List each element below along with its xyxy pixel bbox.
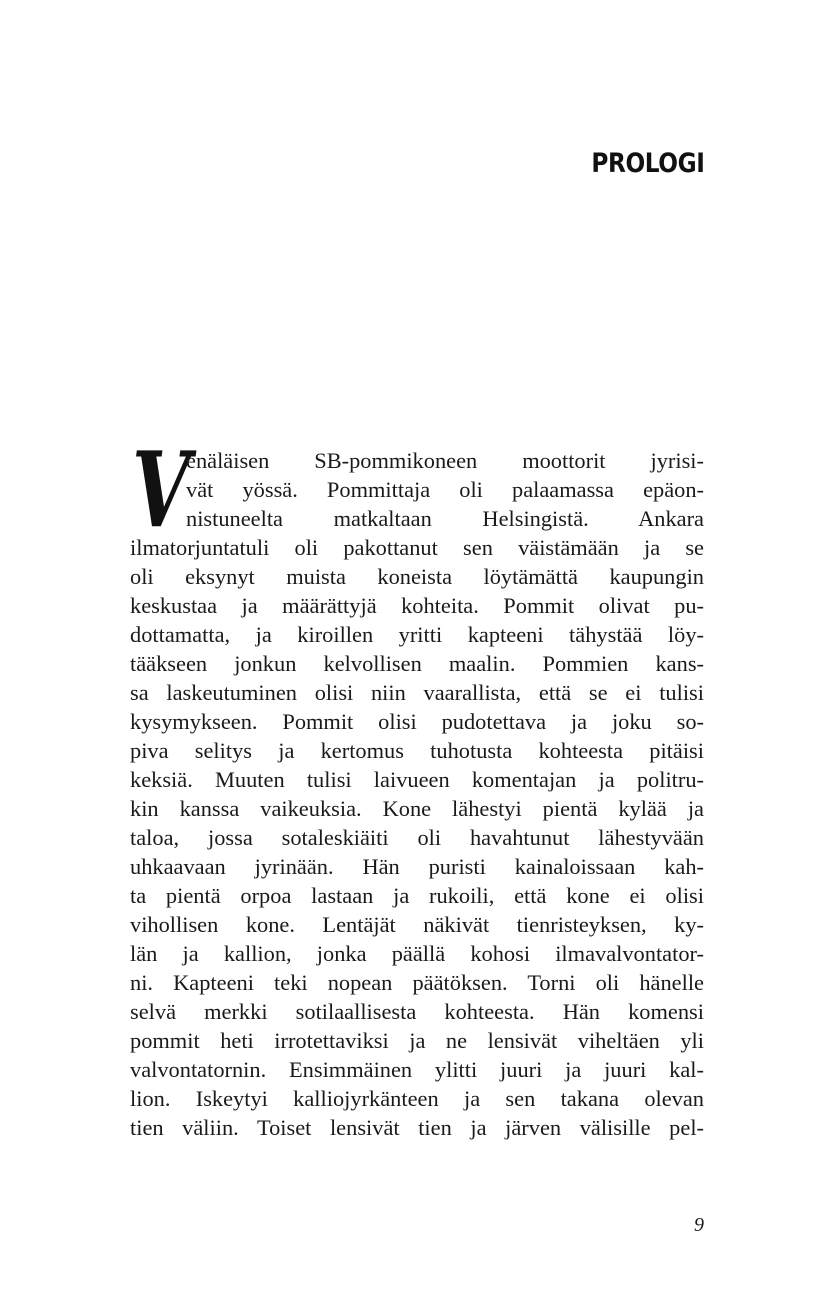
text-line: län ja kallion, jonka päällä kohosi ilmavalvontator-: [130, 941, 704, 966]
text-line: dottamatta, ja kiroillen yritti kapteeni tähystää löy-: [130, 622, 704, 647]
text-line: vät yössä. Pommittaja oli palaamassa epäon-: [186, 477, 704, 502]
text-line: lion. Iskeytyi kalliojyrkänteen ja sen takana olevan: [130, 1086, 704, 1111]
text-line: keksiä. Muuten tulisi laivueen komentajan ja politru-: [130, 767, 704, 792]
text-line: tien väliin. Toiset lensivät tien ja järven välisille pel-: [130, 1115, 704, 1140]
text-line: ilmatorjuntatuli oli pakottanut sen väistämään ja se: [130, 535, 704, 560]
text-line: nistuneelta matkaltaan Helsingistä. Ankara: [186, 506, 704, 531]
text-line: vihollisen kone. Lentäjät näkivät tienristeyksen, ky-: [130, 912, 704, 937]
text-line: pommit heti irrotettaviksi ja ne lensivät viheltäen yli: [130, 1028, 704, 1053]
text-line: oli eksynyt muista koneista löytämättä kaupungin: [130, 564, 704, 589]
text-line: piva selitys ja kertomus tuhotusta kohteesta pitäisi: [130, 738, 704, 763]
text-line: selvä merkki sotilaallisesta kohteesta. Hän komensi: [130, 999, 704, 1024]
drop-cap-initial: V: [132, 428, 191, 551]
text-line: ta pientä orpoa lastaan ja rukoili, että kone ei olisi: [130, 883, 704, 908]
text-line: enäläisen SB-pommikoneen moottorit jyrisi-: [186, 448, 704, 473]
text-line: valvontatornin. Ensimmäinen ylitti juuri ja juuri kal-: [130, 1057, 704, 1082]
chapter-title: PROLOGI: [590, 148, 704, 179]
page-number: 9: [694, 1214, 704, 1236]
text-line: kin kanssa vaikeuksia. Kone lähestyi pientä kylää ja: [130, 796, 704, 821]
text-line: ni. Kapteeni teki nopean päätöksen. Torni oli hänelle: [130, 970, 704, 995]
text-line: uhkaavaan jyrinään. Hän puristi kainaloissaan kah-: [130, 854, 704, 879]
text-line: sa laskeutuminen olisi niin vaarallista, että se ei tulisi: [130, 680, 704, 705]
text-line: tääkseen jonkun kelvollisen maalin. Pommien kans-: [130, 651, 704, 676]
text-line: taloa, jossa sotaleskiäiti oli havahtunut lähestyvään: [130, 825, 704, 850]
text-line: keskustaa ja määrättyjä kohteita. Pommit olivat pu-: [130, 593, 704, 618]
body-text: [130, 446, 704, 1142]
text-line: kysymykseen. Pommit olisi pudotettava ja joku so-: [130, 709, 704, 734]
